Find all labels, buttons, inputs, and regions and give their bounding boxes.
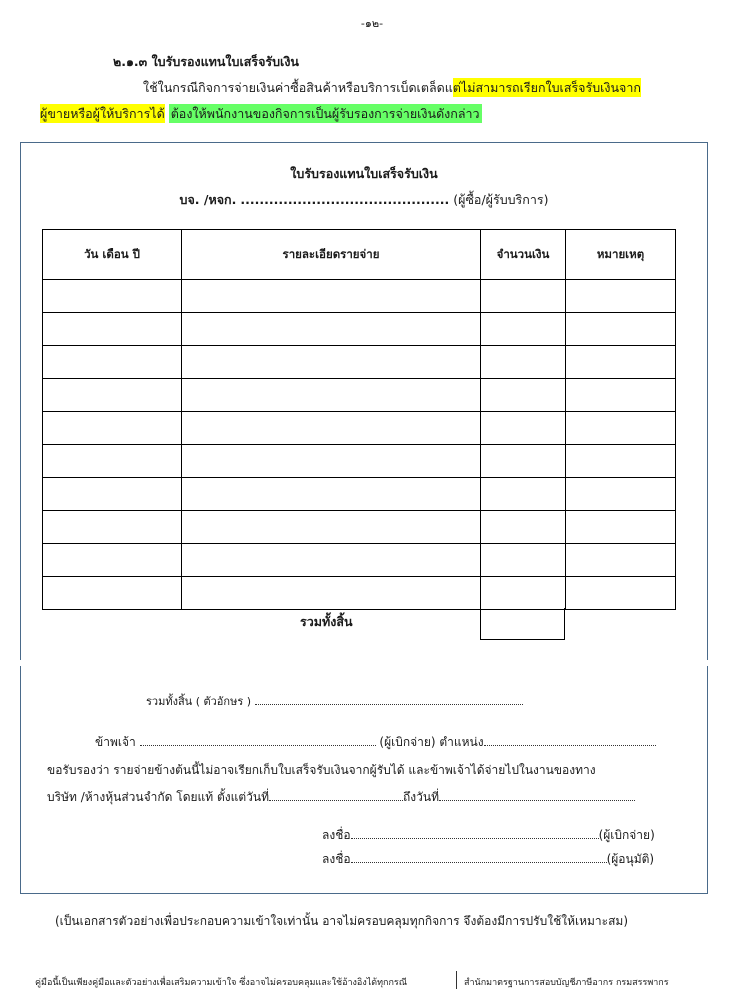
payer-signature-field[interactable]	[351, 828, 599, 839]
date-cell[interactable]	[43, 280, 182, 313]
frame-gap-left	[18, 660, 22, 666]
header-date: วัน เดือน ปี	[43, 230, 182, 280]
details-cell[interactable]	[182, 511, 481, 544]
remarks-cell[interactable]	[566, 511, 676, 544]
remarks-cell[interactable]	[566, 280, 676, 313]
remarks-cell[interactable]	[566, 313, 676, 346]
end-date-field[interactable]	[439, 790, 635, 801]
start-date-field[interactable]	[269, 790, 403, 801]
remarks-cell[interactable]	[566, 478, 676, 511]
amount-cell[interactable]	[481, 412, 566, 445]
frame-gap-right	[706, 660, 710, 666]
total-amount-box[interactable]	[480, 608, 565, 640]
date-cell[interactable]	[43, 445, 182, 478]
cert-period-prefix: บริษัท /ห้างหุ้นส่วนจำกัด โดยแท้ ตั้งแต่วันที่	[47, 790, 270, 804]
amount-cell[interactable]	[481, 478, 566, 511]
date-cell[interactable]	[43, 544, 182, 577]
date-cell[interactable]	[43, 577, 182, 610]
details-cell[interactable]	[182, 379, 481, 412]
intro-text: ใช้ในกรณีกิจการจ่ายเงินค่าซื้อสินค้าหรือบริการเบ็ดเตล็ดแ	[143, 80, 453, 95]
signature-line-approver	[322, 850, 654, 869]
certification-line-1: ขอรับรองว่า รายจ่ายข้างต้นนี้ไม่อาจเรียกเก็บใบเสร็จรับเงินจากผู้รับได้ และข้าพเจ้าได้จ่ายไปในงานของทาง	[47, 763, 596, 777]
remarks-cell[interactable]	[566, 412, 676, 445]
sign-label: ลงชื่อ	[322, 852, 351, 866]
sign-label: ลงชื่อ	[322, 828, 351, 842]
highlight-yellow-text: ต่ไม่สามารถเรียกใบเสร็จรับเงินจาก	[452, 80, 641, 95]
amount-cell[interactable]	[481, 544, 566, 577]
company-dots: ............................................	[240, 192, 450, 207]
date-cell[interactable]	[43, 412, 182, 445]
expense-table	[42, 229, 676, 610]
date-cell[interactable]	[43, 313, 182, 346]
approver-signature-field[interactable]	[351, 852, 607, 863]
sign-role-approver: (ผู้อนุมัติ)	[606, 852, 655, 866]
words-field[interactable]	[255, 694, 523, 705]
disclaimer: (เป็นเอกสารตัวอย่างเพื่อประกอบความเข้าใจเท่านั้น อาจไม่ครอบคลุมทุกกิจการ จึงต้องมีการปรับใช้ให้เหมาะสม)	[55, 914, 629, 928]
amount-cell[interactable]	[481, 511, 566, 544]
table-row	[43, 511, 676, 544]
payer-prefix: ข้าพเจ้า	[95, 735, 136, 749]
highlight-green-text: ต้องให้พนักงานของกิจการเป็นผู้รับรองการจ่ายเงินดังกล่าว	[170, 106, 480, 121]
table-row	[43, 577, 676, 610]
table-row	[43, 379, 676, 412]
amount-cell[interactable]	[481, 280, 566, 313]
table-row	[43, 346, 676, 379]
remarks-cell[interactable]	[566, 379, 676, 412]
payer-name-field[interactable]	[140, 735, 376, 746]
footer-right: สำนักมาตรฐานการสอบบัญชีภาษีอากร กรมสรรพากร	[464, 978, 669, 988]
details-cell[interactable]	[182, 544, 481, 577]
company-line	[20, 190, 708, 210]
amount-cell[interactable]	[481, 379, 566, 412]
date-cell[interactable]	[43, 478, 182, 511]
details-cell[interactable]	[182, 577, 481, 610]
header-remarks: หมายเหตุ	[566, 230, 676, 280]
remarks-cell[interactable]	[566, 445, 676, 478]
details-cell[interactable]	[182, 280, 481, 313]
date-cell[interactable]	[43, 379, 182, 412]
header-amount: จำนวนเงิน	[481, 230, 566, 280]
amount-cell[interactable]	[481, 577, 566, 610]
table-row	[43, 313, 676, 346]
amount-cell[interactable]	[481, 445, 566, 478]
sign-role-payer: (ผู้เบิกจ่าย)	[598, 828, 655, 842]
remarks-cell[interactable]	[566, 577, 676, 610]
company-suffix: (ผู้ซื้อ/ผู้รับบริการ)	[453, 192, 549, 207]
highlight-yellow-text: ผู้ขายหรือผู้ให้บริการได้	[40, 106, 165, 121]
table-row	[43, 544, 676, 577]
signature-line-payer	[322, 826, 655, 845]
form-title: ใบรับรองแทนใบเสร็จรับเงิน	[290, 166, 438, 181]
remarks-cell[interactable]	[566, 544, 676, 577]
date-cell[interactable]	[43, 346, 182, 379]
certification-line-2	[47, 788, 635, 807]
table-row	[43, 412, 676, 445]
date-cell[interactable]	[43, 511, 182, 544]
table-row	[43, 478, 676, 511]
table-body	[43, 280, 676, 610]
footer-left: คู่มือนี้เป็นเพียงคู่มือและตัวอย่างเพื่อเสริมความเข้าใจ ซึ่งอาจไม่ครอบคลุมและใช้อ้างอิงได้ทุกกรณี	[35, 978, 408, 988]
remarks-cell[interactable]	[566, 346, 676, 379]
details-cell[interactable]	[182, 346, 481, 379]
intro-paragraph-line-1	[143, 78, 641, 98]
cert-period-mid: ถึงวันที่	[403, 790, 440, 804]
details-cell[interactable]	[182, 412, 481, 445]
details-cell[interactable]	[182, 313, 481, 346]
header-details: รายละเอียดรายจ่าย	[182, 230, 481, 280]
amount-cell[interactable]	[481, 313, 566, 346]
total-label: รวมทั้งสิ้น	[300, 614, 353, 629]
words-hint: ( ตัวอักษร )	[195, 695, 252, 708]
details-cell[interactable]	[182, 445, 481, 478]
words-label: รวมทั้งสิ้น	[146, 695, 193, 708]
table-row	[43, 445, 676, 478]
payer-role: (ผู้เบิกจ่าย) ตำแหน่ง	[379, 735, 484, 749]
page-number: -๑๒-	[360, 17, 384, 30]
section-heading: ๒.๑.๓ ใบรับรองแทนใบเสร็จรับเงิน	[113, 54, 299, 69]
table-row	[43, 280, 676, 313]
table-header-row	[43, 230, 676, 280]
total-in-words-line	[146, 692, 523, 710]
amount-cell[interactable]	[481, 346, 566, 379]
company-prefix: บจ. /หจก.	[179, 192, 237, 207]
intro-paragraph-line-2	[40, 104, 482, 124]
details-cell[interactable]	[182, 478, 481, 511]
payer-line	[95, 733, 656, 752]
footer-divider	[456, 971, 457, 989]
position-field[interactable]	[484, 735, 656, 746]
